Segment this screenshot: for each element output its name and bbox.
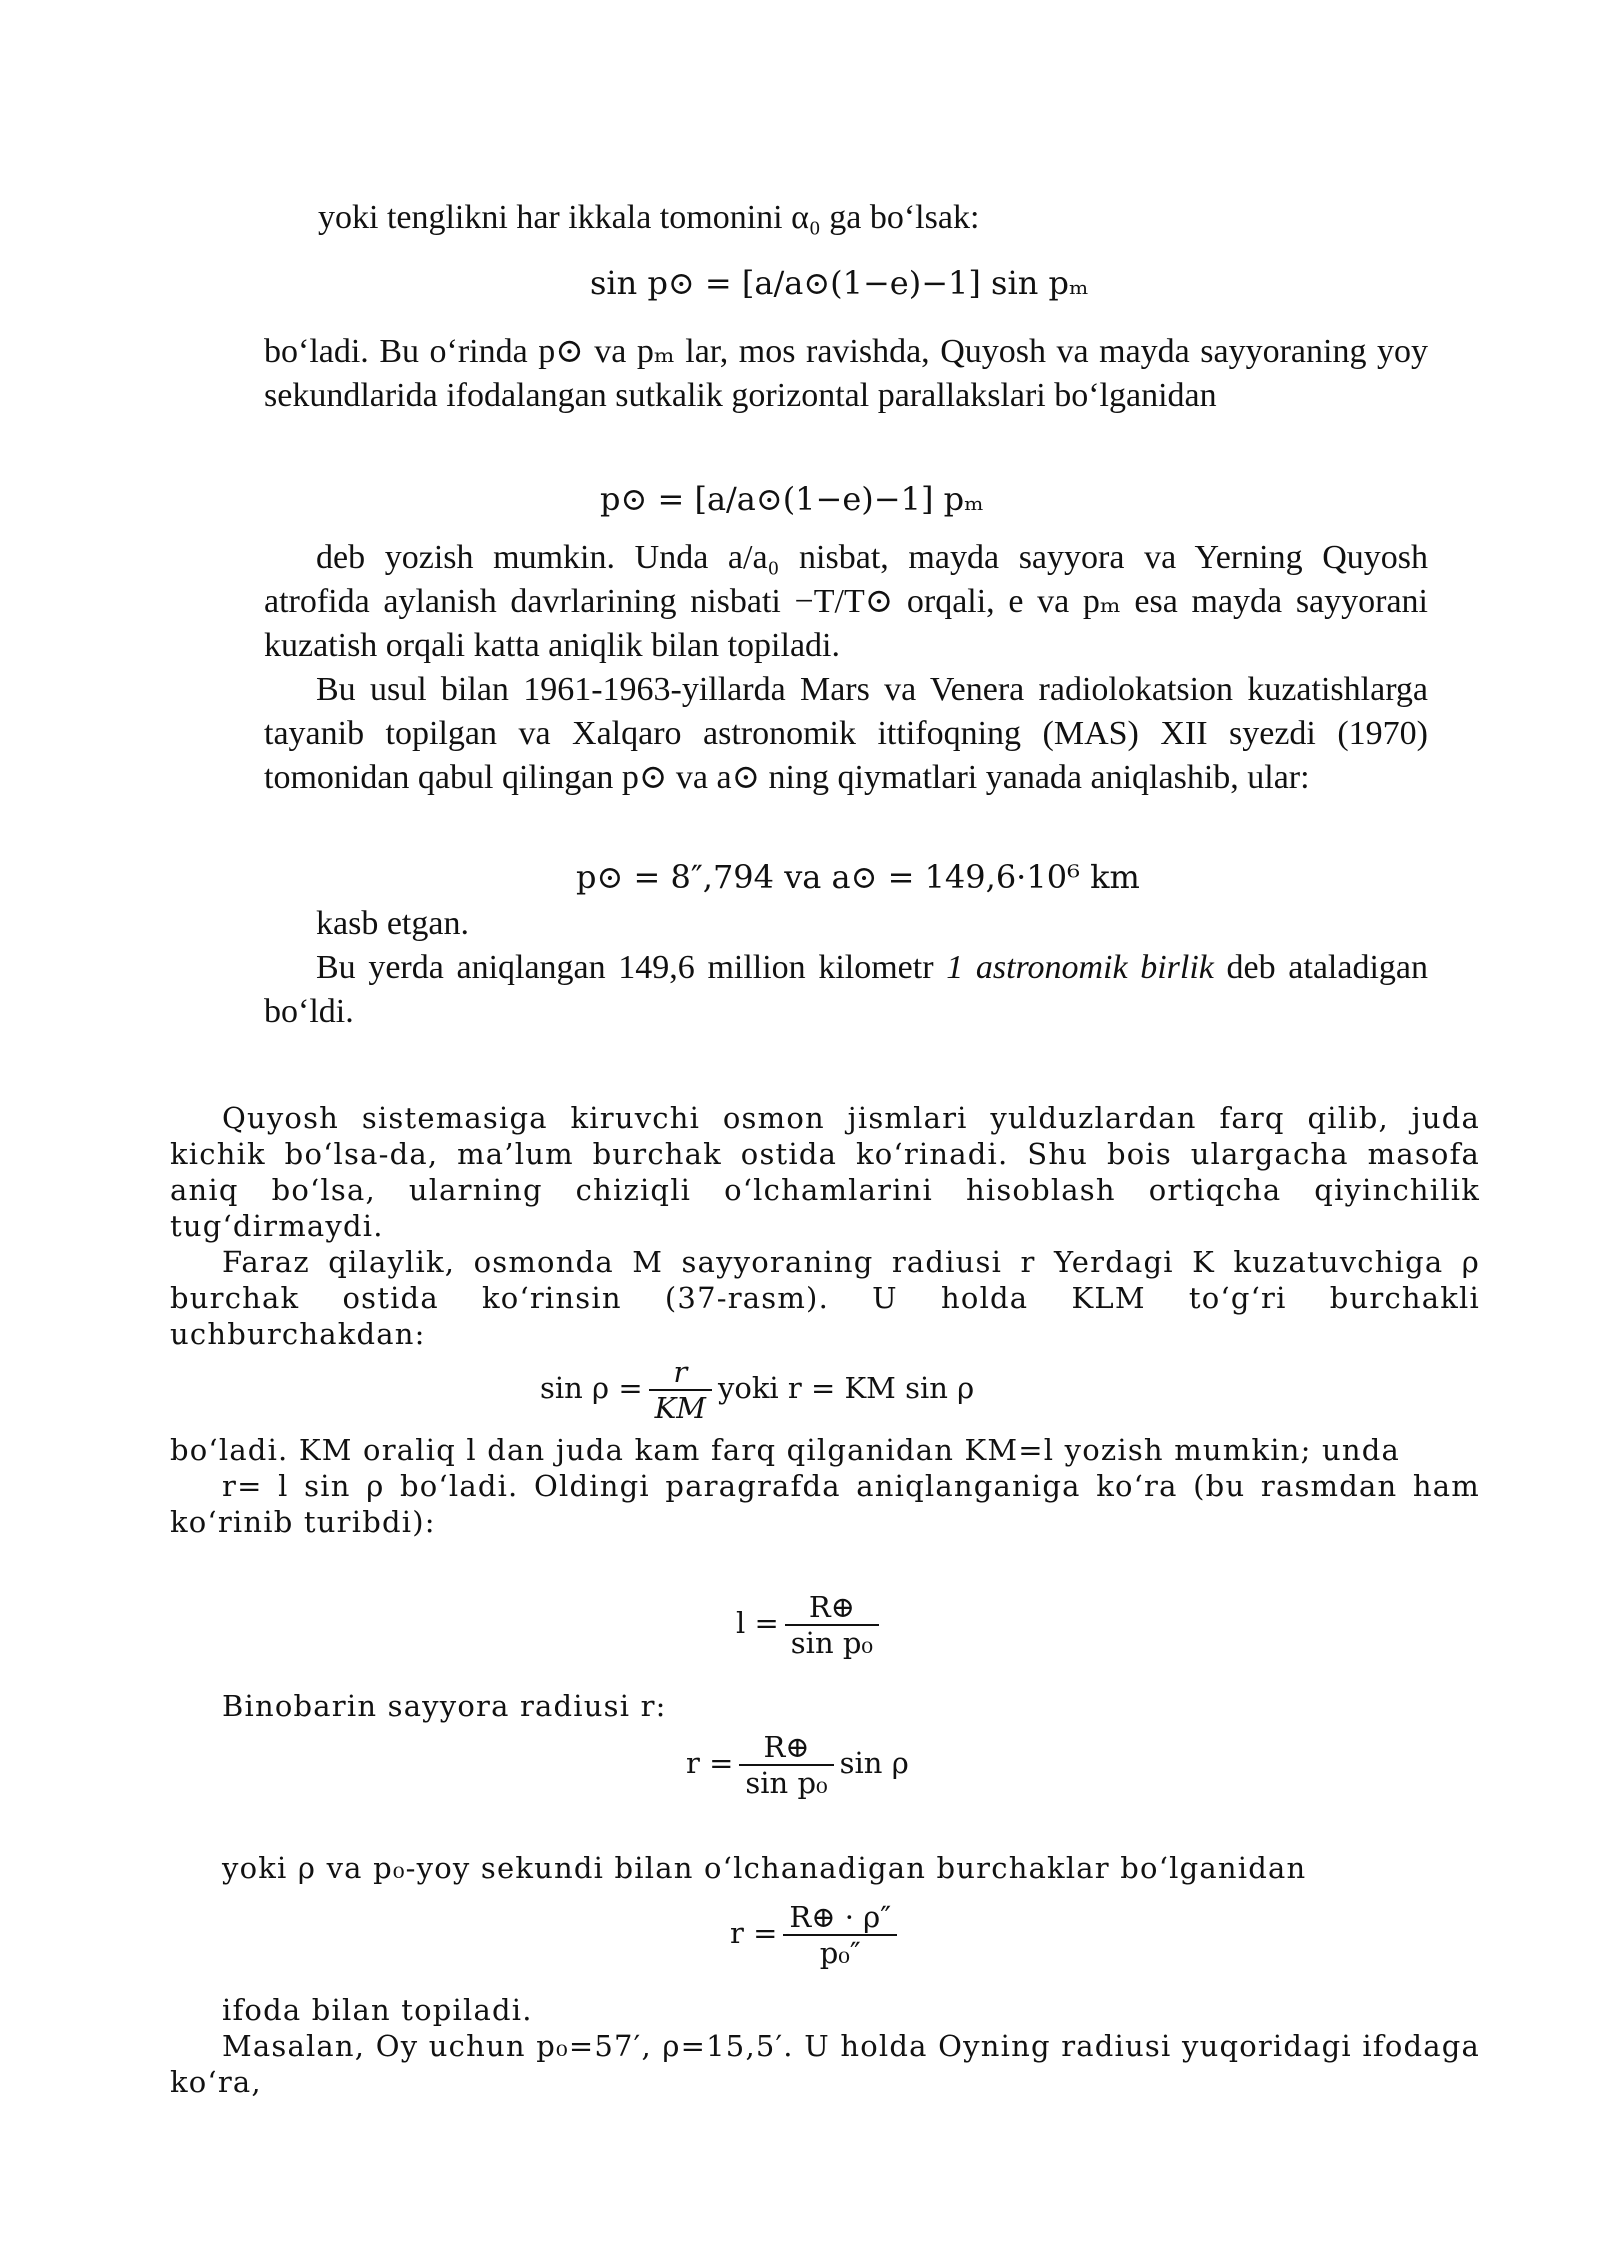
paragraph: Binobarin sayyora radiusi r: (222, 1689, 667, 1723)
section-parallax-3 (264, 536, 1428, 800)
equation-radius-arcsec (730, 1900, 903, 1970)
paragraph: r= l sin ρ bo‘ladi. Oldingi paragrafda aniqlanganiga ko‘ra (bu rasmdan ham ko‘rinib turibdi): (170, 1469, 1480, 1539)
equation-sin-rho (540, 1355, 974, 1425)
numerator: R⊕ (739, 1730, 833, 1766)
denominator: sin p₀ (745, 1766, 828, 1800)
paragraph-text: bo‘ladi. Bu o‘rinda p⊙ va pₘ lar, mos ravishda, Quyosh va mayda sayyoraning yoy sekundlarida ifodalangan sutkalik gorizontal parallakslari bo‘lganidan (264, 333, 1428, 414)
paragraph (264, 330, 1428, 418)
section-radius-2 (170, 1432, 1480, 1540)
paragraph: kasb etgan. (316, 905, 469, 942)
denominator: sin p₀ (790, 1626, 874, 1660)
section-parallax-cont (264, 330, 1428, 418)
paragraph: deb yozish mumkin. Unda a/a₀ nisbat, mayda sayyora va Yerning Quyosh atrofida aylanish davrlarining nisbati −T/T⊙ orqali, e va pₘ esa mayda sayyorani kuzatish orqali katta aniqlik bilan topiladi. (264, 539, 1428, 664)
fraction (785, 1590, 879, 1660)
denominator: KM (654, 1391, 706, 1425)
equation-rhs: sin ρ (839, 1746, 909, 1780)
equation-lhs: r = (686, 1746, 734, 1780)
equation-values: p⊙ = 8″,794 va a⊙ = 149,6·10⁶ km (576, 858, 1140, 896)
equation-radius (686, 1730, 909, 1800)
section-radius-5 (170, 1992, 1480, 2100)
numerator: r (649, 1355, 712, 1391)
numerator: R⊕ (785, 1590, 879, 1626)
numerator: R⊕ · ρ″ (783, 1900, 897, 1936)
paragraph: yoki ρ va p₀-yoy sekundi bilan o‘lchanadigan burchaklar bo‘lganidan (222, 1851, 1307, 1885)
equation-sin-parallax: sin p⊙ = [a/a⊙(1−e)−1] sin pₘ (590, 264, 1089, 302)
denominator: p₀″ (819, 1936, 861, 1970)
equation-distance (736, 1590, 885, 1660)
fraction (783, 1900, 897, 1970)
section-parallax-4 (264, 902, 1428, 1034)
equation-lhs: l = (736, 1606, 779, 1640)
paragraph-text: Bu yerda aniqlangan 149,6 million kilometr (316, 949, 947, 986)
paragraph: bo‘ladi. KM oraliq l dan juda kam farq qilganidan KM=l yozish mumkin; unda (170, 1433, 1401, 1467)
paragraph-text: deb ataladigan bo‘ldi. (264, 949, 1428, 1030)
equation-lhs: r = (730, 1916, 778, 1950)
equation-lhs: sin ρ = (540, 1371, 643, 1405)
fraction (739, 1730, 833, 1800)
section-radius-4 (222, 1850, 1482, 1886)
paragraph: Quyosh sistemasiga kiruvchi osmon jismlari yulduzlardan farq qilib, juda kichik bo‘lsa-da, ma’lum burchak ostida ko‘rinadi. Shu bois ulargacha masofa aniq bo‘lsa, ularning chiziqli o‘lchamlarini hisoblash ortiqcha qiyinchilik tug‘dirmaydi. (170, 1101, 1480, 1243)
equation-rhs: yoki r = KM sin ρ (717, 1371, 975, 1405)
term-astronomical-unit: 1 astronomik birlik (946, 949, 1214, 986)
paragraph: Faraz qilaylik, osmonda M sayyoraning radiusi r Yerdagi K kuzatuvchiga ρ burchak ostida ko‘rinsin (37-rasm). U holda KLM to‘g‘ri burchakli uchburchakdan: (170, 1245, 1480, 1351)
paragraph: Masalan, Oy uchun p₀=57′, ρ=15,5′. U holda Oyning radiusi yuqoridagi ifodaga ko‘ra, (170, 2029, 1480, 2099)
fraction (649, 1355, 712, 1425)
equation-parallax: p⊙ = [a/a⊙(1−e)−1] pₘ (600, 480, 984, 518)
paragraph (264, 946, 1428, 1034)
paragraph: Bu usul bilan 1961-1963-yillarda Mars va Venera radiolokatsion kuzatishlarga tayanib topilgan va Xalqaro astronomik ittifoqning (MAS) XII syezdi (1970) tomonidan qabul qilingan p⊙ va a⊙ ning qiymatlari yanada aniqlashib, ular: (264, 671, 1428, 796)
section-radius (170, 1100, 1480, 1352)
section-radius-3 (222, 1688, 1122, 1724)
section-parallax (318, 196, 1428, 240)
paragraph: yoki tenglikni har ikkala tomonini α₀ ga bo‘lsak: (318, 199, 980, 236)
paragraph: ifoda bilan topiladi. (222, 1993, 533, 2027)
